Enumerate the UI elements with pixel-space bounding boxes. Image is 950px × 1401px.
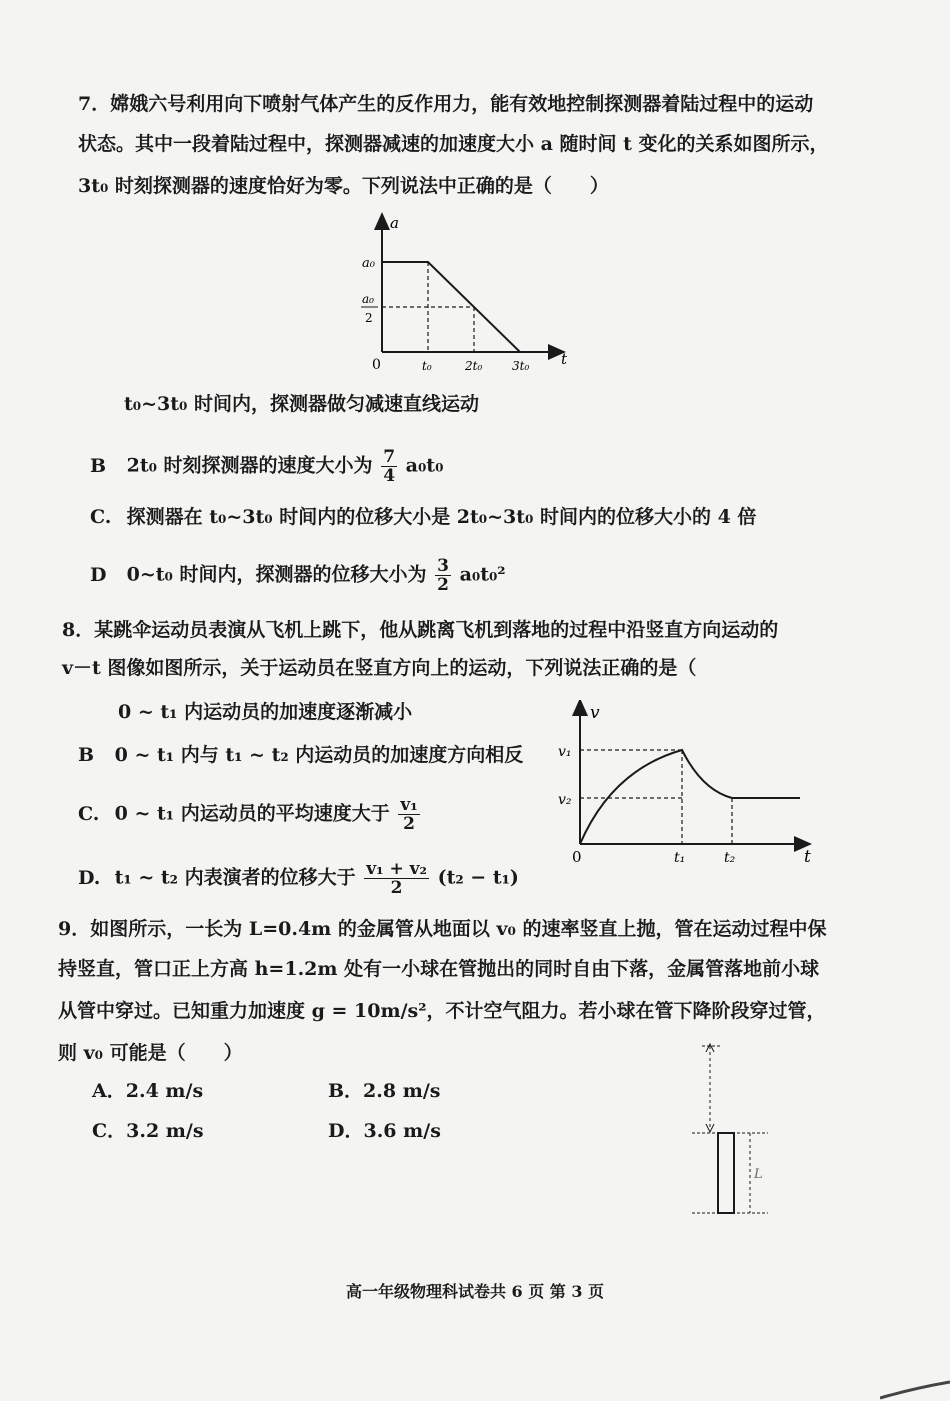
q7-option-d-tail: a₀t₀² [459, 563, 506, 586]
q7-option-b-frac-den: 4 [383, 466, 396, 486]
q8-option-b [78, 742, 523, 768]
q9-l-label: L [754, 1167, 763, 1182]
q9-option-c: C．3.2 m/s [92, 1120, 204, 1142]
q8-option-a: 0 ~ t₁ 内运动员的加速度逐渐减小 [118, 701, 413, 723]
q8-option-d-label: D. [78, 866, 101, 889]
q7-stem-line2: 状态。其中一段着陆过程中，探测器减速的加速度大小 a 随时间 t 变化的关系如图所示， [78, 133, 829, 155]
q7-origin-label: 0 [372, 357, 381, 373]
q8-y-tick-v1: v₁ [558, 744, 572, 760]
q8-origin-label: 0 [572, 848, 582, 866]
q8-option-b-label: B [78, 744, 95, 766]
q7-option-d-frac-num: 3 [437, 556, 449, 576]
q7-option-d-text: 0~t₀ 时间内，探测器的位移大小为 [126, 563, 427, 586]
q7-a-t-curve [382, 262, 520, 352]
q7-option-b-fraction [381, 448, 397, 485]
q9-option-a: A．2.4 m/s [92, 1080, 204, 1102]
q9-stem-line2: 持竖直，管口正上方高 h=1.2m 处有一小球在管抛出的同时自由下落，金属管落地前小球 [58, 958, 820, 980]
q7-option-d-label: D [90, 563, 107, 586]
q8-stem-line1: 8．某跳伞运动员表演从飞机上跳下，他从跳离飞机到落地的过程中沿竖直方向运动的 [62, 619, 779, 641]
q8-option-c-frac-num: v₁ [400, 795, 418, 815]
q8-option-c [78, 796, 422, 833]
q8-v-t-curve [580, 750, 800, 844]
q8-option-c-text: 0 ~ t₁ 内运动员的平均速度大于 [114, 802, 390, 825]
q8-x-tick-t1: t₁ [674, 850, 686, 866]
q8-option-c-fraction [398, 796, 419, 833]
q7-option-b [90, 448, 443, 485]
q7-option-d [90, 557, 506, 594]
q7-x-tick-3t0: 3t₀ [512, 359, 530, 373]
page-footer: 高一年级物理科试卷共 6 页 第 3 页 [345, 1282, 605, 1301]
q8-option-b-text: 0 ~ t₁ 内与 t₁ ~ t₂ 内运动员的加速度方向相反 [114, 744, 524, 766]
q7-x-tick-t0: t₀ [422, 359, 432, 373]
q8-x-axis-label: t [804, 847, 811, 867]
q8-x-tick-t2: t₂ [724, 850, 736, 866]
q7-y-tick-half-den: 2 [365, 311, 373, 325]
q9-stem-line3: 从管中穿过。已知重力加速度 g = 10m/s²，不计空气阻力。若小球在管下降阶段穿过管， [58, 1000, 826, 1022]
q8-option-d-frac-den: 2 [390, 878, 403, 898]
q9-stem-line1: 9．如图所示，一长为 L=0.4m 的金属管从地面以 v₀ 的速率竖直上抛，管在运动过程中保 [58, 918, 827, 940]
q8-y-axis-label: v [590, 703, 600, 723]
q9-option-b: B．2.8 m/s [328, 1080, 441, 1102]
q8-stem-line2: v－t 图像如图所示，关于运动员在竖直方向上的运动，下列说法正确的是（ [62, 657, 697, 679]
q7-stem-line1: 7．嫦娥六号利用向下喷射气体产生的反作用力，能有效地控制探测器着陆过程中的运动 [78, 93, 814, 115]
q7-y-axis-label: a [390, 214, 399, 232]
q8-option-d-fraction [364, 860, 429, 897]
q7-option-c-label: C. [90, 506, 112, 528]
q8-option-c-frac-den: 2 [403, 814, 415, 834]
q8-velocity-graph [552, 700, 822, 870]
q7-option-d-frac-den: 2 [437, 575, 449, 595]
q7-option-a: t₀~3t₀ 时间内，探测器做匀减速直线运动 [124, 393, 479, 415]
q7-x-tick-2t0: 2t₀ [465, 359, 483, 373]
q8-option-d [78, 860, 519, 897]
q8-option-c-label: C. [78, 802, 100, 825]
q7-y-tick-a0: a₀ [362, 256, 375, 271]
q7-option-b-tail: a₀t₀ [405, 454, 444, 477]
q7-option-c [90, 504, 756, 530]
q9-option-d: D．3.6 m/s [328, 1120, 441, 1142]
q9-tube-figure [688, 1040, 778, 1220]
q8-y-tick-v2: v₂ [558, 792, 572, 808]
q9-metal-tube [718, 1133, 734, 1213]
q7-acceleration-graph [350, 212, 580, 380]
q7-option-b-frac-num: 7 [383, 447, 396, 467]
page-edge-mark [880, 1380, 950, 1401]
q7-y-tick-half-num: a₀ [362, 292, 374, 306]
q7-stem-line3: 3t₀ 时刻探测器的速度恰好为零。下列说法中正确的是（ ） [78, 175, 609, 197]
q7-option-b-label: B [90, 454, 107, 477]
q7-x-axis-label: t [561, 350, 568, 368]
q7-option-c-text: 探测器在 t₀~3t₀ 时间内的位移大小是 2t₀~3t₀ 时间内的位移大小的 4 倍 [126, 506, 757, 528]
q8-option-d-frac-num: v₁ + v₂ [366, 859, 427, 879]
q8-option-d-text: t₁ ~ t₂ 内表演者的位移大于 [114, 866, 356, 889]
q9-stem-line4: 则 v₀ 可能是（ ） [58, 1042, 243, 1064]
q7-option-b-text: 2t₀ 时刻探测器的速度大小为 [126, 454, 373, 477]
q7-option-d-fraction [435, 557, 451, 594]
q8-option-d-tail: (t₂ − t₁) [437, 866, 519, 889]
